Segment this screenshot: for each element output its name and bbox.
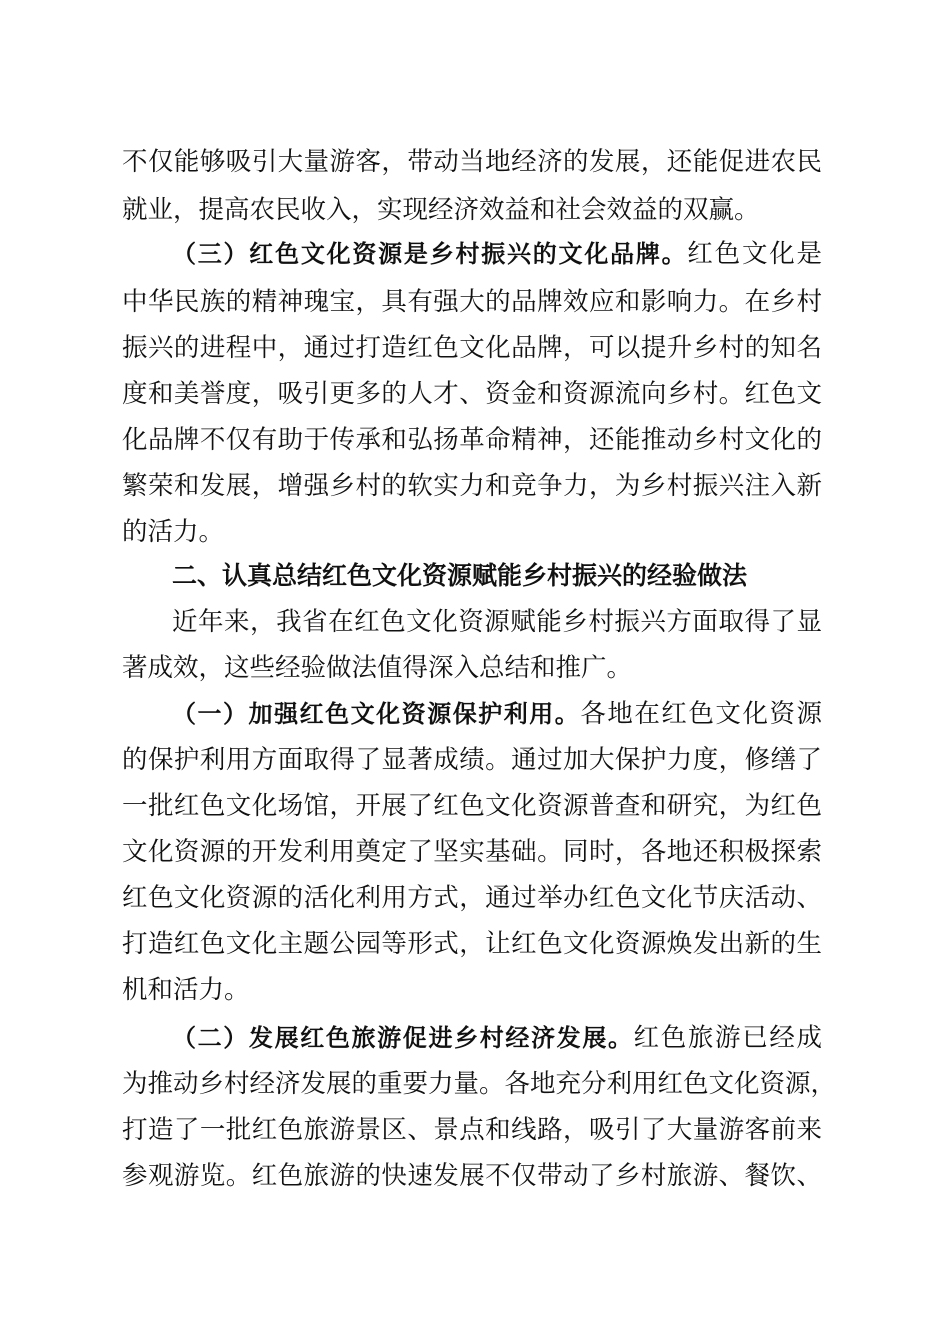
paragraph-line: 中华民族的精神瑰宝，具有强大的品牌效应和影响力。在乡村: [122, 287, 822, 317]
subsection-heading: （三）红色文化资源是乡村振兴的文化品牌。: [172, 240, 688, 268]
subsection-first-line: [172, 1014, 822, 1062]
subsection-first-line: [172, 690, 822, 738]
paragraph-text: 各地在红色文化资源: [580, 699, 822, 729]
paragraph-line: 参观游览。红色旅游的快速发展不仅带动了乡村旅游、餐饮、: [122, 1161, 822, 1191]
paragraph-line: 红色文化资源的活化利用方式，通过举办红色文化节庆活动、: [122, 883, 822, 913]
paragraph-line: 化品牌不仅有助于传承和弘扬革命精神，还能推动乡村文化的: [122, 425, 822, 455]
paragraph-line: 近年来，我省在红色文化资源赋能乡村振兴方面取得了显: [172, 607, 822, 637]
paragraph-line: 一批红色文化场馆，开展了红色文化资源普查和研究，为红色: [122, 791, 822, 821]
paragraph-line: 繁荣和发展，增强乡村的软实力和竞争力，为乡村振兴注入新: [122, 471, 822, 501]
paragraph-line: 度和美誉度，吸引更多的人才、资金和资源流向乡村。红色文: [122, 379, 822, 409]
paragraph-line: 就业，提高农民收入，实现经济效益和社会效益的双赢。: [122, 195, 760, 225]
section-heading: 二、认真总结红色文化资源赋能乡村振兴的经验做法: [172, 561, 748, 590]
subsection-heading: （一）加强红色文化资源保护利用。: [172, 700, 581, 728]
paragraph-line: 打造了一批红色旅游景区、景点和线路，吸引了大量游客前来: [122, 1115, 822, 1145]
paragraph-line: 振兴的进程中，通过打造红色文化品牌，可以提升乡村的知名: [122, 333, 822, 363]
paragraph-text: 红色旅游已经成: [633, 1023, 822, 1053]
paragraph-line: 为推动乡村经济发展的重要力量。各地充分利用红色文化资源，: [122, 1069, 837, 1099]
paragraph-line: 著成效，这些经验做法值得深入总结和推广。: [122, 653, 633, 683]
paragraph-text: 红色文化是: [687, 239, 822, 269]
paragraph-line: 打造红色文化主题公园等形式，让红色文化资源焕发出新的生: [122, 929, 822, 959]
paragraph-line: 的保护利用方面取得了显著成绩。通过加大保护力度，修缮了: [122, 745, 822, 775]
paragraph-line: 文化资源的开发利用奠定了坚实基础。同时，各地还积极探索: [122, 837, 822, 867]
subsection-heading: （二）发展红色旅游促进乡村经济发展。: [172, 1024, 634, 1052]
paragraph-line: 的活力。: [122, 517, 225, 547]
subsection-first-line: [172, 230, 822, 278]
paragraph-line: 不仅能够吸引大量游客，带动当地经济的发展，还能促进农民: [122, 147, 822, 177]
paragraph-line: 机和活力。: [122, 975, 250, 1005]
